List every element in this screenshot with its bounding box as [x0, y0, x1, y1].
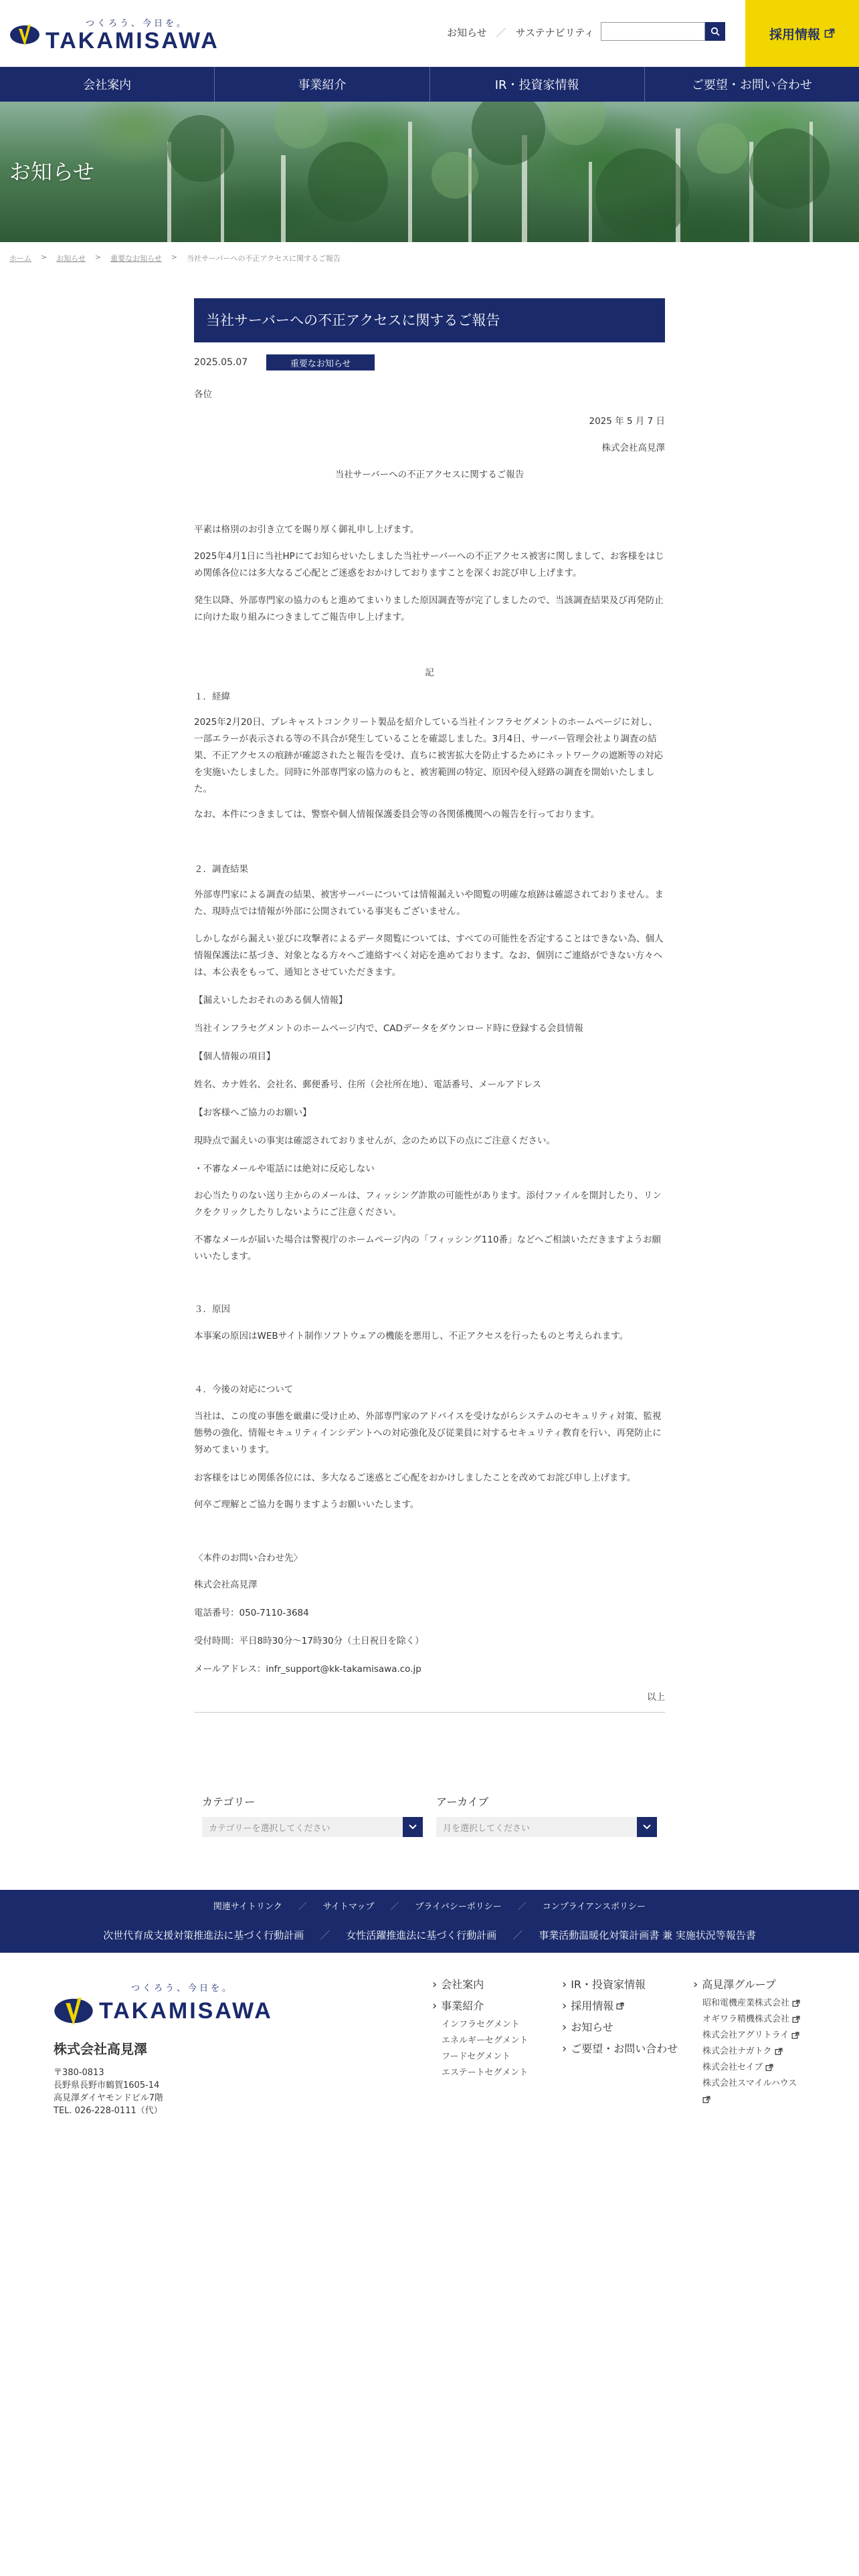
footer-col-ir — [562, 1974, 678, 2060]
paragraph: しかしながら漏えい並びに攻撃者によるデータ閲覧については、すべての可能性を否定することはできない為、個人情報保護法に基づき、対象となる方々へご連絡すべく対応を進めております。なお、個別にご連絡ができない方々へは、本公表をもって、通知とさせていただきます。 — [194, 934, 664, 978]
footer-group-link-label: 昭和電機産業株式会社 — [702, 1998, 790, 2008]
search-input[interactable] — [601, 22, 705, 41]
footer-link-privacy[interactable]: プライバシーポリシー — [415, 1902, 502, 1912]
article-title: 当社サーバーへの不正アクセスに関するご報告 — [194, 298, 665, 342]
contact-company: 株式会社高見澤 — [194, 1580, 258, 1590]
sub-heading: 【個人情報の項目】 — [194, 1051, 276, 1062]
footer-logo[interactable] — [54, 1981, 273, 2031]
issuer: 株式会社高見澤 — [601, 443, 665, 453]
section-heading: ３．原因 — [194, 1304, 230, 1315]
footer-plans-row — [0, 1928, 859, 1942]
search-button[interactable] — [705, 22, 725, 41]
paragraph: 当社は、この度の事態を厳粛に受け止め、外部専門家のアドバイスを受けながらシステムのセキュリティ対策、監視態勢の強化、情報セキュリティインシデントへの対応強化及び従業員に対するセキュリティ教育を行い、再発防止に努めてまいります。 — [194, 1411, 662, 1455]
footer-link-ir[interactable] — [562, 1974, 678, 1996]
external-link-icon — [792, 2000, 800, 2008]
footer-group-link-label: 株式会社ナガトク — [702, 2046, 772, 2056]
footer-postal-code: 〒380-0813 — [54, 2068, 104, 2078]
breadcrumb-separator: > — [41, 253, 47, 261]
footer-link-separator: ／ — [517, 1902, 527, 1912]
footer-company-name: 株式会社高見澤 — [54, 2041, 147, 2057]
footer-group-heading-label: › 高見澤グループ — [702, 1978, 776, 1991]
addressee: 各位 — [194, 389, 212, 400]
footer-link-label: › 会社案内 — [441, 1978, 484, 1991]
breadcrumb-current: 当社サーバーへの不正アクセスに関するご報告 — [187, 254, 341, 263]
article — [194, 298, 665, 1703]
footer-group-link-label: 株式会社セイブ — [702, 2062, 763, 2072]
chevron-down-icon — [403, 1817, 423, 1837]
site-logo[interactable] — [9, 16, 219, 53]
footer-group-link-label: オギワラ精機株式会社 — [702, 2014, 790, 2024]
article-date: 2025.05.07 — [194, 357, 248, 368]
footer-link-related[interactable]: 関連サイトリンク — [213, 1902, 282, 1912]
header-link-news[interactable]: お知らせ — [447, 27, 487, 39]
footer-group-link[interactable] — [693, 2076, 800, 2108]
logo-brand: TAKAMISAWA — [45, 28, 219, 53]
footer-group-link-label: 株式会社アグリトライ — [702, 2030, 789, 2040]
sub-heading: 【お客様へご協力のお願い】 — [194, 1107, 312, 1118]
external-link-icon — [775, 2048, 783, 2056]
site-header — [0, 0, 859, 67]
contact-mail[interactable]: メールアドレス：infr_support@kk-takamisawa.co.jp — [194, 1664, 421, 1675]
page-title: お知らせ — [9, 159, 95, 185]
ki-marker: 記 — [425, 667, 434, 678]
footer-logo-tagline: つくろう、今日を。 — [131, 1983, 234, 1994]
footer-link-separator: ／ — [512, 1929, 523, 1941]
breadcrumb-news[interactable]: お知らせ — [56, 254, 86, 263]
footer-group-link-label: 株式会社スマイルハウス — [702, 2078, 797, 2088]
ijo-marker: 以上 — [647, 1692, 665, 1703]
footer-link-recruit[interactable] — [562, 1996, 678, 2017]
footer-link-separator: ／ — [390, 1902, 399, 1912]
contact-heading: 〈本件のお問い合わせ先〉 — [194, 1553, 302, 1564]
footer-link-separator: ／ — [298, 1902, 307, 1912]
nav-item-company[interactable]: 会社案内 — [0, 67, 215, 102]
footer-link-band — [0, 1890, 859, 1953]
footer-link-energy[interactable]: エネルギーセグメント — [442, 2036, 529, 2046]
article-divider — [194, 1712, 665, 1713]
recruit-button[interactable] — [745, 0, 859, 67]
footer-col-company — [432, 1974, 529, 2081]
site-search — [601, 22, 725, 41]
site-footer — [0, 1953, 859, 2576]
paragraph: 当社インフラセグメントのホームページ内で、CADデータをダウンロード時に登録する会員情報 — [194, 1023, 583, 1034]
external-link-icon — [765, 2064, 773, 2072]
footer-link-warming-plan[interactable]: 事業活動温暖化対策計画書 兼 実施状況等報告書 — [539, 1929, 756, 1941]
category-select-value: カテゴリーを選択してください — [209, 1823, 330, 1834]
paragraph: 平素は格別のお引き立てを賜り厚く御礼申し上げます。 — [194, 524, 419, 535]
paragraph: 2025年4月1日に当社HPにてお知らせいたしました当社サーバーへの不正アクセス被害に関しまして、お客様をはじめ関係各位には多大なるご心配とご迷惑をおかけしておりますことを深くお詫び申し上げます。 — [194, 551, 664, 578]
footer-link-separator: ／ — [320, 1929, 330, 1941]
article-meta — [194, 354, 375, 370]
document-date: 2025 年 5 月 7 日 — [589, 416, 665, 427]
category-select[interactable] — [202, 1817, 423, 1837]
footer-link-infra[interactable]: インフラセグメント — [442, 2020, 520, 2030]
footer-group-heading — [693, 1974, 800, 1996]
footer-address-line: 長野県長野市鶴賀1605-14 — [54, 2080, 160, 2090]
section-heading: １．経緯 — [194, 691, 230, 702]
footer-group-link[interactable] — [693, 2044, 800, 2060]
category-badge[interactable]: 重要なお知らせ — [266, 354, 375, 370]
footer-link-business[interactable] — [432, 1996, 529, 2017]
chevron-down-icon — [637, 1817, 657, 1837]
footer-group-link[interactable] — [693, 2060, 800, 2076]
footer-link-label: › IR・投資家情報 — [571, 1978, 646, 1991]
footer-link-label: › 事業紹介 — [441, 2000, 484, 2012]
paragraph: なお、本件につきましては、警察や個人情報保護委員会等の各関係機関への報告を行っております。 — [194, 809, 600, 820]
recruit-label: 採用情報 — [769, 27, 820, 42]
search-icon — [710, 27, 720, 36]
logo-mark-icon — [54, 1991, 94, 2031]
paragraph: 不審なメールが届いた場合は警視庁のホームページ内の「フィッシング110番」などへご相談いただきますようお願いいたします。 — [194, 1235, 661, 1262]
footer-link-food[interactable]: フードセグメント — [442, 2052, 511, 2062]
breadcrumb — [9, 253, 341, 263]
paragraph: 何卒ご理解とご協力を賜りますようお願いいたします。 — [194, 1499, 419, 1510]
footer-link-estate[interactable]: エステートセグメント — [442, 2068, 529, 2078]
global-nav — [0, 67, 859, 102]
archive-select[interactable] — [436, 1817, 657, 1837]
external-link-icon — [702, 2096, 710, 2104]
archive-select-value: 月を選択してください — [443, 1823, 531, 1834]
header-link-sustainability[interactable]: サステナビリティ — [515, 27, 595, 39]
nav-item-ir[interactable]: IR・投資家情報 — [430, 67, 645, 102]
footer-group-link[interactable] — [693, 2012, 800, 2028]
paragraph: ・不審なメールや電話には絶対に反応しない — [194, 1164, 375, 1174]
forest-background-image — [0, 102, 859, 242]
footer-link-label: › ご要望・お問い合わせ — [571, 2042, 678, 2055]
breadcrumb-home[interactable]: ホーム — [9, 254, 31, 263]
sub-heading: 【漏えいしたおそれのある個人情報】 — [194, 995, 348, 1006]
external-link-icon — [791, 2032, 799, 2040]
hero-banner — [0, 102, 859, 242]
logo-mark-icon — [9, 19, 40, 50]
archive-label: アーカイブ — [436, 1796, 489, 1808]
external-link-icon — [824, 28, 835, 39]
section-heading: ４．今後の対応について — [194, 1384, 294, 1395]
paragraph: 外部専門家による調査の結果、被害サーバーについては情報漏えいや閲覧の明確な痕跡は確認されておりません。また、現時点では情報が外部に公開されている事実もございません。 — [194, 889, 664, 917]
category-label: カテゴリー — [202, 1796, 256, 1808]
external-link-icon — [792, 2016, 800, 2024]
footer-link-women-plan[interactable]: 女性活躍推進法に基づく行動計画 — [346, 1929, 497, 1941]
paragraph: 現時点で漏えいの事実は確認されておりませんが、念のため以下の点にご注意ください。 — [194, 1136, 555, 1146]
footer-link-next-gen-plan[interactable]: 次世代育成支援対策推進法に基づく行動計画 — [103, 1929, 304, 1941]
footer-group-link[interactable] — [693, 1996, 800, 2012]
subject: 当社サーバーへの不正アクセスに関するご報告 — [335, 469, 524, 480]
footer-links-row — [0, 1899, 859, 1912]
footer-address — [54, 2066, 163, 2117]
breadcrumb-important[interactable]: 重要なお知らせ — [110, 254, 162, 263]
contact-hours: 受付時間：平日8時30分〜17時30分（土日祝日を除く） — [194, 1636, 424, 1646]
paragraph: お心当たりのない送り主からのメールは、フィッシング詐欺の可能性があります。添付ファイルを開封したり、リンクをクリックしたりしないようにご注意ください。 — [194, 1190, 662, 1218]
archive-filter — [436, 1794, 657, 1837]
footer-link-news[interactable] — [562, 2017, 678, 2038]
breadcrumb-separator: > — [171, 253, 177, 261]
header-links — [447, 25, 594, 39]
section-heading: ２．調査結果 — [194, 864, 248, 875]
footer-col-group — [693, 1974, 800, 2108]
footer-link-contact[interactable] — [562, 2038, 678, 2060]
footer-link-label: › 採用情報 — [571, 2000, 614, 2012]
nav-item-contact[interactable]: ご要望・お問い合わせ — [691, 78, 812, 92]
category-filter — [202, 1794, 423, 1837]
logo-tagline: つくろう、今日を。 — [86, 19, 189, 29]
footer-link-sitemap[interactable]: サイトマップ — [322, 1902, 375, 1912]
paragraph: 2025年2月20日、プレキャストコンクリート製品を紹介している当社インフラセグメントのホームページに対し、一部エラーが表示される等の不具合が発生していることを確認しました。3月4日、サーバー管理会社より調査の結果、不正アクセスの痕跡が確認されたと報告を受け、直ちに被害拡大を防止するためにネットワークの遮断等の対応を実施いたしました。同時に外部専門家の協力のもと、被害範囲の特定、原因や侵入経路の調査を開始いたしました。 — [194, 717, 664, 794]
paragraph: 本事案の原因はWEBサイト制作ソフトウェアの機能を悪用し、不正アクセスを行ったものと考えられます。 — [194, 1331, 629, 1341]
footer-link-company[interactable] — [432, 1974, 529, 1996]
footer-address-building: 高見澤ダイヤモンドビル7階 — [54, 2093, 164, 2103]
external-link-icon — [616, 2002, 624, 2010]
footer-tel: TEL. 026-228-0111（代） — [54, 2106, 163, 2116]
footer-link-compliance[interactable]: コンプライアンスポリシー — [542, 1902, 646, 1912]
header-link-separator: ／ — [496, 27, 506, 39]
contact-tel: 電話番号：050-7110-3684 — [194, 1608, 309, 1618]
footer-group-link[interactable] — [693, 2028, 800, 2044]
footer-logo-brand: TAKAMISAWA — [99, 1998, 273, 2024]
breadcrumb-separator: > — [94, 253, 102, 261]
paragraph: お客様をはじめ関係各位には、多大なるご迷惑とご心配をおかけしましたことを改めてお詫び申し上げます。 — [194, 1473, 636, 1483]
paragraph: 発生以降、外部専門家の協力のもと進めてまいりました原因調査等が完了しましたので、当該調査結果及び再発防止に向けた取り組みにつきましてご報告申し上げます。 — [194, 595, 664, 623]
footer-link-label: › お知らせ — [571, 2021, 613, 2034]
paragraph: 姓名、カナ姓名、会社名、郵便番号、住所（会社所在地）、電話番号、メールアドレス — [194, 1079, 542, 1090]
nav-item-business[interactable]: 事業紹介 — [215, 67, 430, 102]
